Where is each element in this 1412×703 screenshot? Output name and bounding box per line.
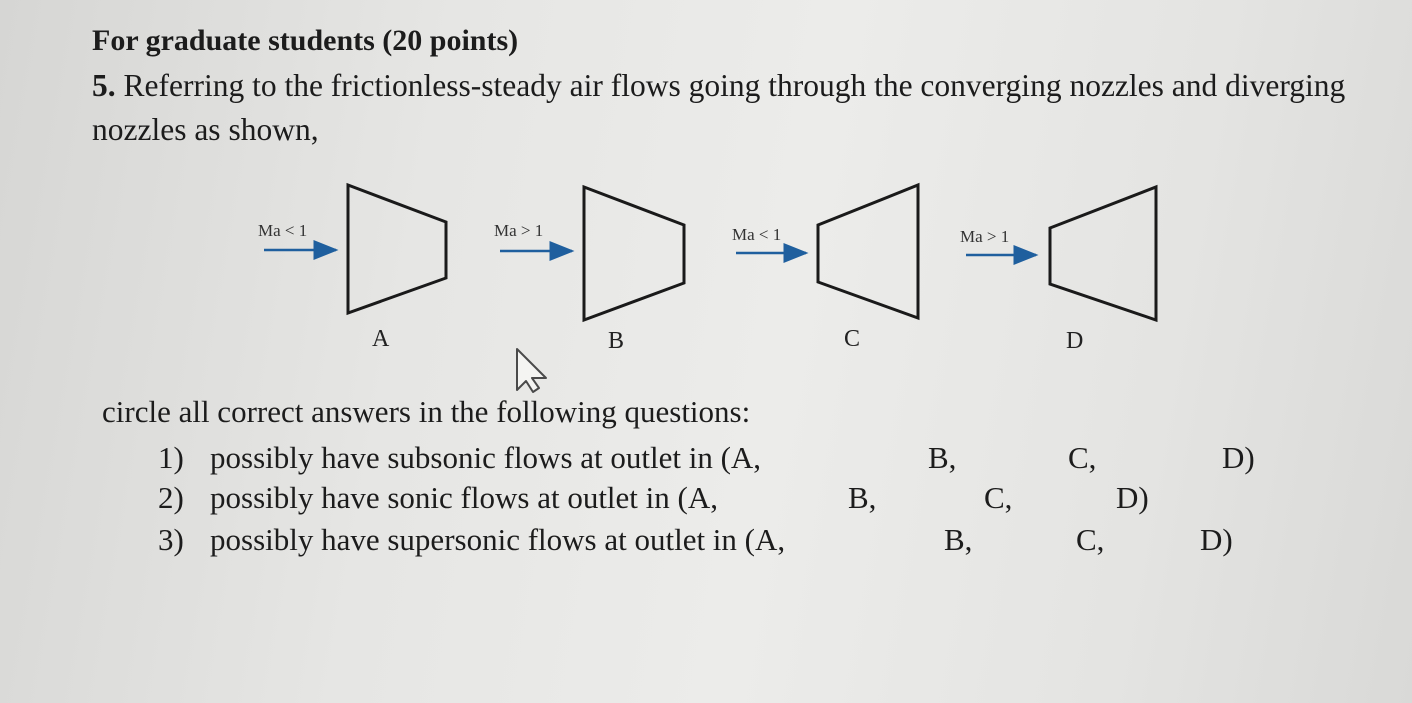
question-number: 2) <box>158 480 184 515</box>
mouse-cursor-icon <box>517 349 546 392</box>
nozzle-b <box>494 187 684 354</box>
option-d[interactable]: D) <box>1116 480 1149 515</box>
question-number: 3) <box>158 522 184 557</box>
option-c[interactable]: C, <box>1068 440 1097 475</box>
problem-text: Referring to the frictionless-steady air flows going through the converging nozzles and diverging nozzles as shown, <box>92 68 1346 147</box>
option-d[interactable]: D) <box>1222 440 1255 475</box>
nozzle-label-d: D <box>1066 328 1084 354</box>
nozzle-a <box>258 185 446 352</box>
option-b[interactable]: B, <box>848 480 877 515</box>
option-b[interactable]: B, <box>944 522 973 557</box>
nozzle-label-c: C <box>844 326 861 352</box>
option-c[interactable]: C, <box>1076 522 1105 557</box>
option-b[interactable]: B, <box>928 440 957 475</box>
nozzle-c <box>732 185 918 352</box>
nozzle-label-a: A <box>372 326 390 352</box>
question-text: possibly have supersonic flows at outlet in (A, <box>210 522 786 557</box>
nozzle-d <box>960 187 1156 354</box>
question-2 <box>0 480 1412 522</box>
option-d[interactable]: D) <box>1200 522 1233 557</box>
problem-number: 5. <box>92 68 116 103</box>
mach-label-a: Ma < 1 <box>258 221 308 240</box>
mach-label-b: Ma > 1 <box>494 221 544 240</box>
question-number: 1) <box>158 440 184 475</box>
nozzle-shape-a <box>348 185 446 313</box>
mach-label-c: Ma < 1 <box>732 225 782 244</box>
nozzle-label-b: B <box>608 328 625 354</box>
nozzle-shape-b <box>584 187 684 320</box>
mach-label-d: Ma > 1 <box>960 227 1010 246</box>
question-text: possibly have subsonic flows at outlet in (A, <box>210 440 762 475</box>
question-1 <box>0 440 1412 482</box>
question-3 <box>0 522 1412 564</box>
nozzle-shape-c <box>818 185 918 318</box>
instruction-text: circle all correct answers in the following questions: <box>102 394 751 429</box>
question-text: possibly have sonic flows at outlet in (A, <box>210 480 718 515</box>
nozzle-shape-d <box>1050 187 1156 320</box>
section-heading: For graduate students (20 points) <box>92 24 519 57</box>
option-c[interactable]: C, <box>984 480 1013 515</box>
